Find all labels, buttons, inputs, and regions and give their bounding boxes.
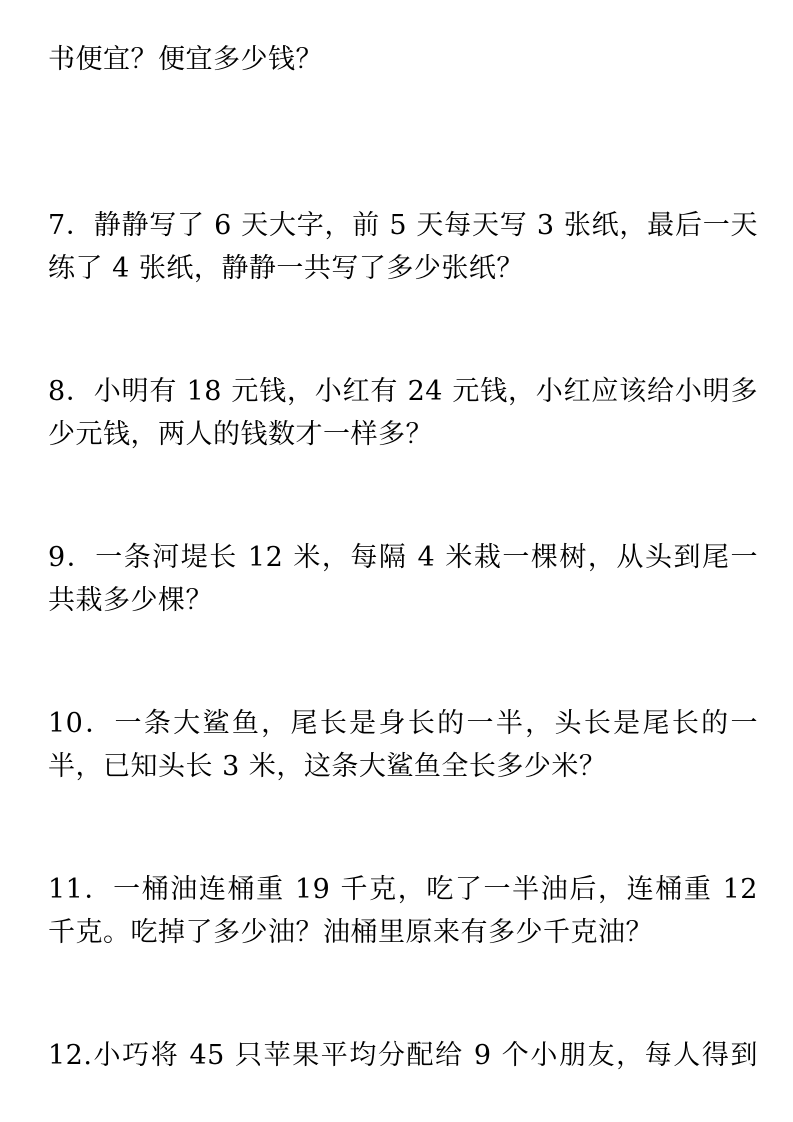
problem-9-line-1: 9．一条河堤长 12 米，每隔 4 米栽一棵树，从头到尾一 bbox=[48, 542, 758, 573]
problem-11-line-1: 11．一桶油连桶重 19 千克，吃了一半油后，连桶重 12 bbox=[48, 874, 758, 905]
problem-10-line-1: 10．一条大鲨鱼，尾长是身长的一半，头长是尾长的一 bbox=[48, 708, 758, 739]
problem-12-line-1: 12.小巧将 45 只苹果平均分配给 9 个小朋友，每人得到 bbox=[48, 1040, 758, 1071]
problem-8-line-2: 少元钱，两人的钱数才一样多？ bbox=[48, 419, 433, 450]
problem-6-line-2: 书便宜？便宜多少钱？ bbox=[48, 44, 323, 75]
problem-8-line-1: 8．小明有 18 元钱，小红有 24 元钱，小红应该给小明多 bbox=[48, 376, 758, 407]
problem-9-line-2: 共栽多少棵？ bbox=[48, 585, 213, 616]
problem-10-line-2: 半，已知头长 3 米，这条大鲨鱼全长多少米？ bbox=[48, 751, 607, 782]
problem-11-line-2: 千克。吃掉了多少油？油桶里原来有多少千克油？ bbox=[48, 917, 653, 948]
problem-7-line-1: 7．静静写了 6 天大字，前 5 天每天写 3 张纸，最后一天 bbox=[48, 210, 758, 241]
problem-7-line-2: 练了 4 张纸，静静一共写了多少张纸？ bbox=[48, 253, 524, 284]
